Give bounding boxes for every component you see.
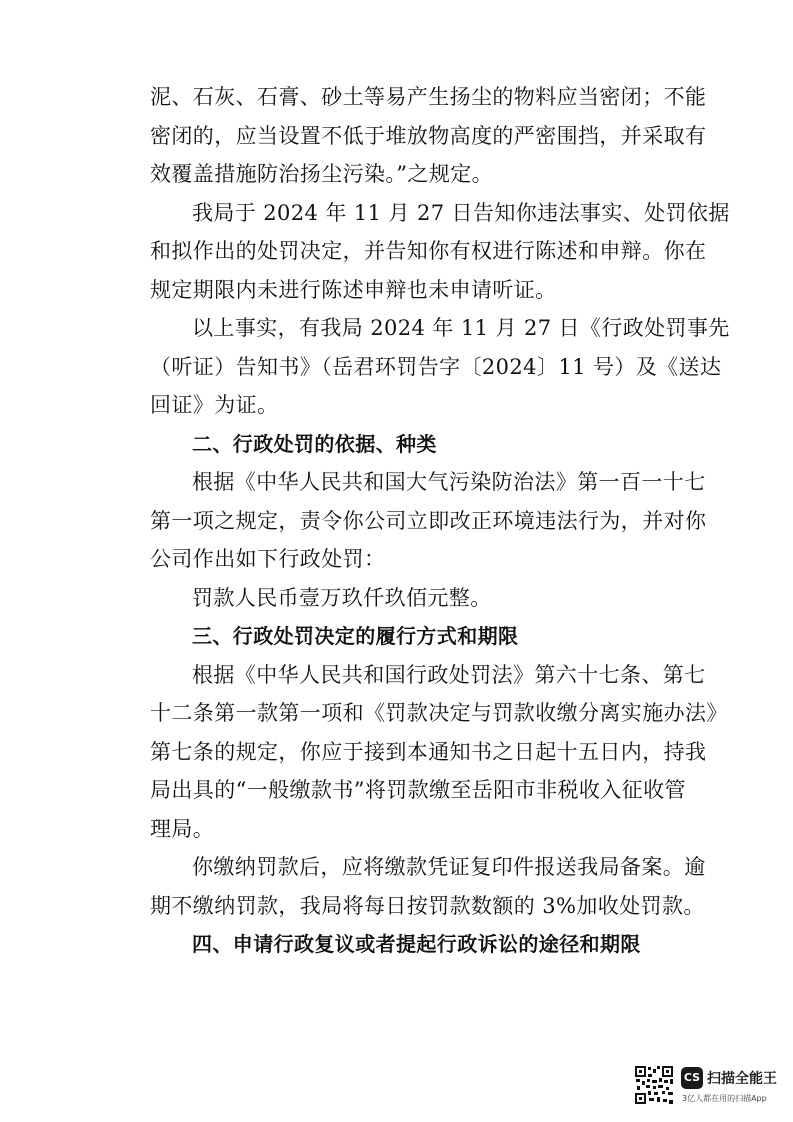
camscanner-logo: CS [681, 1067, 703, 1089]
paragraph-line: 第七条的规定，你应于接到本通知书之日起十五日内，持我 [150, 739, 707, 764]
paragraph-line: 局出具的“一般缴款书”将罚款缴至岳阳市非税收入征收管 [150, 778, 686, 802]
section-heading-basis: 二、行政处罚的依据、种类 [192, 431, 437, 456]
paragraph-line: 和拟作出的处罚决定，并告知你有权进行陈述和申辩。你在 [150, 239, 707, 263]
paragraph-line: 根据《中华人民共和国大气污染防治法》第一百一十七 [192, 470, 706, 494]
paragraph-line: 十二条第一款第一项和《罚款决定与罚款收缴分离实施办法》 [150, 701, 728, 725]
paragraph-line: 第一项之规定，责令你公司立即改正环境违法行为，并对你 [150, 508, 707, 533]
paragraph-line: 你缴纳罚款后，应将缴款凭证复印件报送我局备案。逾 [192, 855, 706, 879]
scanner-watermark [634, 1065, 784, 1111]
paragraph-line: 我局于 2024 年 11 月 27 日告知你违法事实、处罚依据 [192, 200, 730, 225]
paragraph-line: 理局。 [150, 816, 215, 841]
section-heading-appeal: 四、申请行政复议或者提起行政诉讼的途径和期限 [192, 932, 641, 956]
paragraph-line: 规定期限内未进行陈述申辩也未申请听证。 [150, 277, 557, 302]
document-body [150, 78, 730, 964]
paragraph-line: 以上事实，有我局 2024 年 11 月 27 日《行政处罚事先 [192, 316, 730, 340]
paragraph-line: 根据《中华人民共和国行政处罚法》第六十七条、第七 [192, 662, 706, 687]
paragraph-line: 回证》为证。 [150, 393, 279, 417]
paragraph-line: 期不缴纳罚款，我局将每日按罚款数额的 3%加收处罚款。 [150, 893, 705, 918]
paragraph-line: 泥、石灰、石膏、砂土等易产生扬尘的物料应当密闭；不能 [150, 85, 707, 109]
paragraph-line: 效覆盖措施防治扬尘污染。”之规定。 [150, 162, 494, 186]
scanner-tagline: 3亿人都在用的扫描App [682, 1094, 767, 1103]
section-heading-execution: 三、行政处罚决定的履行方式和期限 [192, 624, 519, 648]
paragraph-line: （听证）告知书》（岳君环罚告字〔2024〕11 号）及《送达 [150, 354, 722, 379]
qr-code-icon [634, 1065, 674, 1105]
penalty-amount-line: 罚款人民币壹万玖仟玖佰元整。 [192, 585, 492, 610]
scanner-app-name: 扫描全能王 [707, 1071, 777, 1087]
paragraph-line: 密闭的，应当设置不低于堆放物高度的严密围挡，并采取有 [150, 123, 707, 148]
paragraph-line: 公司作出如下行政处罚： [150, 547, 386, 571]
